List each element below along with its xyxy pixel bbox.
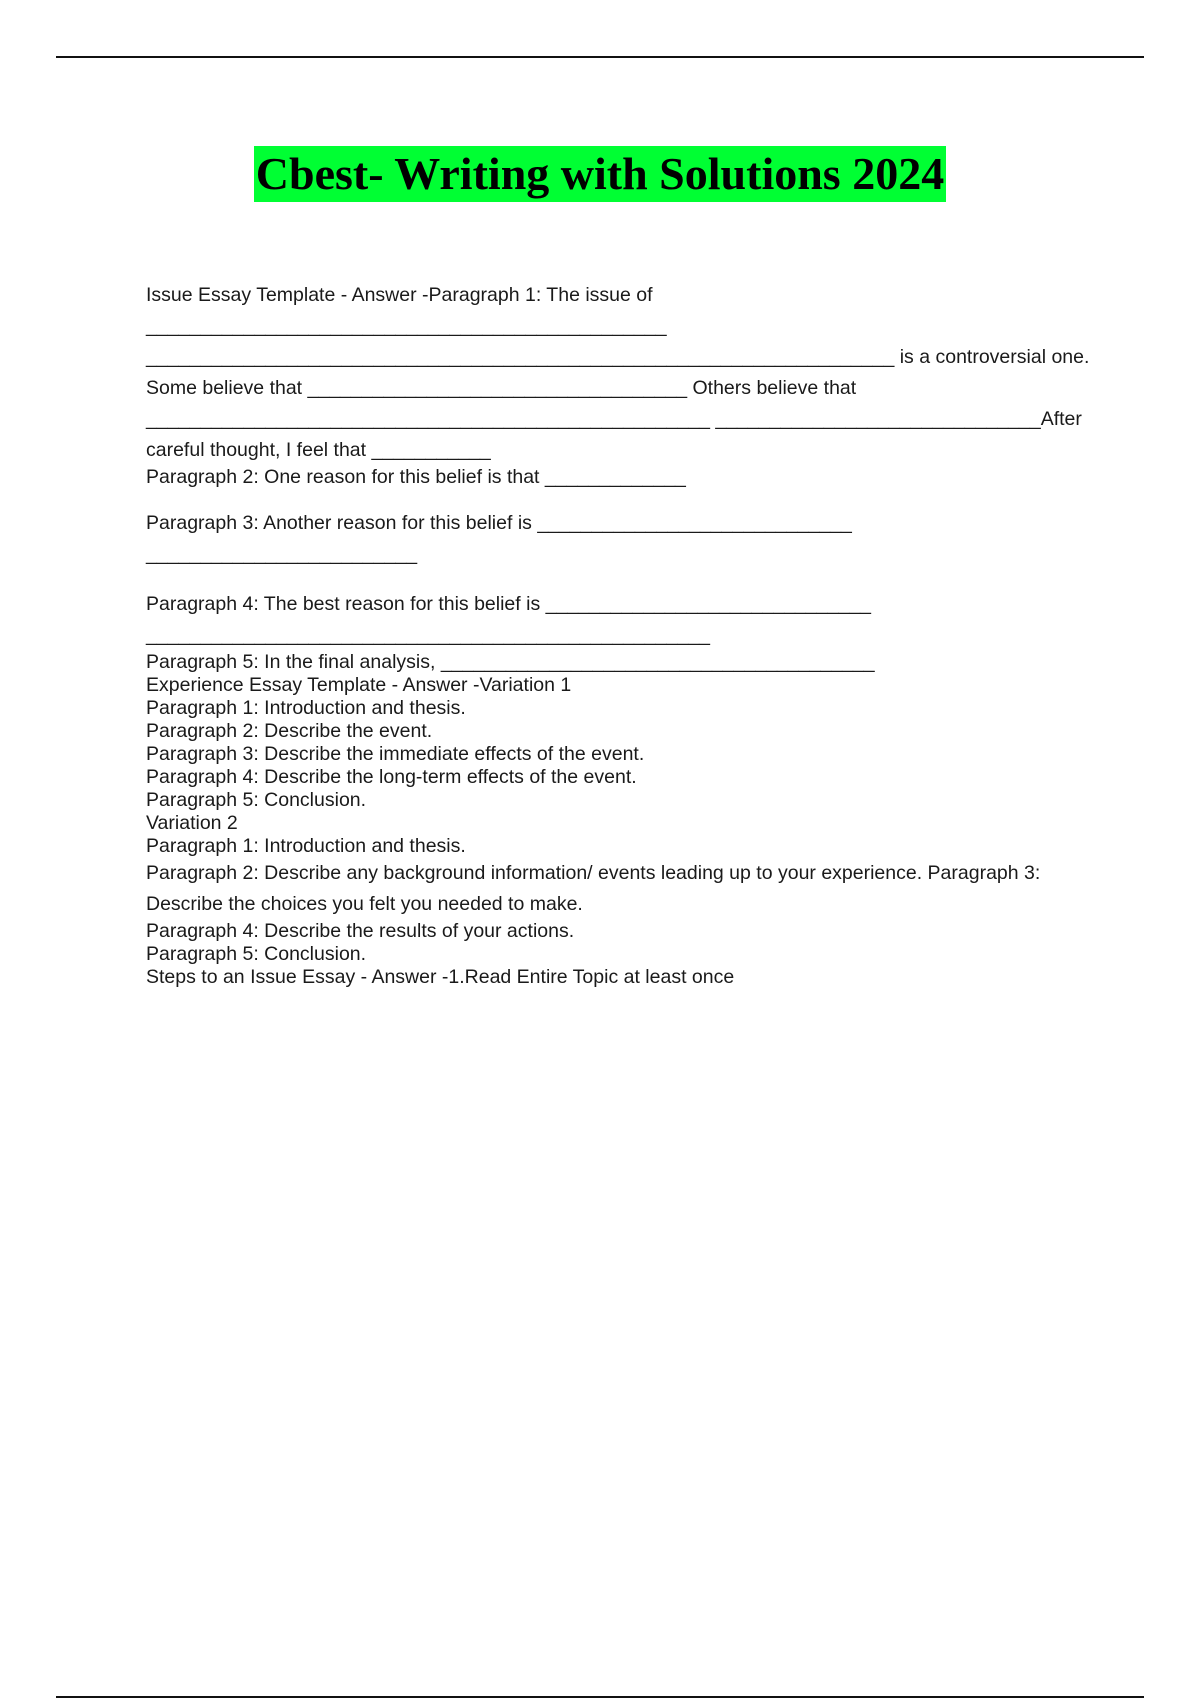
- issue-line: _________________________: [146, 543, 418, 565]
- issue-line: Some believe that ___________________________________ Others believe that: [146, 377, 857, 399]
- top-rule: [56, 56, 1144, 58]
- variation2-item: Paragraph 2: Describe any background information/ events leading up to your experience. Paragraph 3: Describe the choices you felt you needed to make.: [146, 862, 1041, 915]
- steps-heading: Steps to an Issue Essay - Answer -1.Read Entire Topic at least once: [146, 966, 735, 988]
- variation2-item: Paragraph 5: Conclusion.: [146, 943, 367, 965]
- variation1-item: Paragraph 2: Describe the event.: [146, 720, 433, 742]
- issue-line: ____________________________________________________ ______________________________After: [146, 408, 1082, 430]
- issue-paragraph-3: [146, 508, 1086, 570]
- variation1-item: Paragraph 3: Describe the immediate effects of the event.: [146, 743, 645, 765]
- variation1-item: Paragraph 1: Introduction and thesis.: [146, 697, 466, 719]
- variation2-item: Paragraph 1: Introduction and thesis.: [146, 835, 466, 857]
- issue-line: Paragraph 4: The best reason for this belief is ______________________________: [146, 593, 871, 615]
- issue-paragraph-4: [146, 589, 1086, 651]
- issue-line: Paragraph 3: Another reason for this belief is _____________________________: [146, 512, 852, 534]
- issue-paragraph-5: Paragraph 5: In the final analysis, ________________________________________: [146, 651, 875, 673]
- issue-line: _____________________________________________________________________ is a controversial one.: [146, 346, 1090, 368]
- document-title: Cbest- Writing with Solutions 2024: [254, 146, 946, 202]
- issue-paragraph-2: Paragraph 2: One reason for this belief is that _____________: [146, 466, 686, 488]
- issue-essay-paragraph-1: [146, 280, 1090, 466]
- issue-line: careful thought, I feel that ___________: [146, 439, 491, 461]
- variation1-item: Paragraph 4: Describe the long-term effects of the event.: [146, 766, 637, 788]
- variation1-item: Paragraph 5: Conclusion.: [146, 789, 367, 811]
- title-container: [0, 146, 1200, 202]
- bottom-rule: [56, 1696, 1144, 1698]
- issue-line: Issue Essay Template - Answer -Paragraph 1: The issue of: [146, 284, 653, 306]
- variation2-item: Paragraph 4: Describe the results of your actions.: [146, 920, 575, 942]
- issue-line: ________________________________________________: [146, 315, 667, 337]
- document-body: [146, 280, 1090, 989]
- variation2-heading: Variation 2: [146, 812, 238, 834]
- experience-essay-heading: Experience Essay Template - Answer -Variation 1: [146, 674, 572, 696]
- issue-line: ____________________________________________________: [146, 624, 710, 646]
